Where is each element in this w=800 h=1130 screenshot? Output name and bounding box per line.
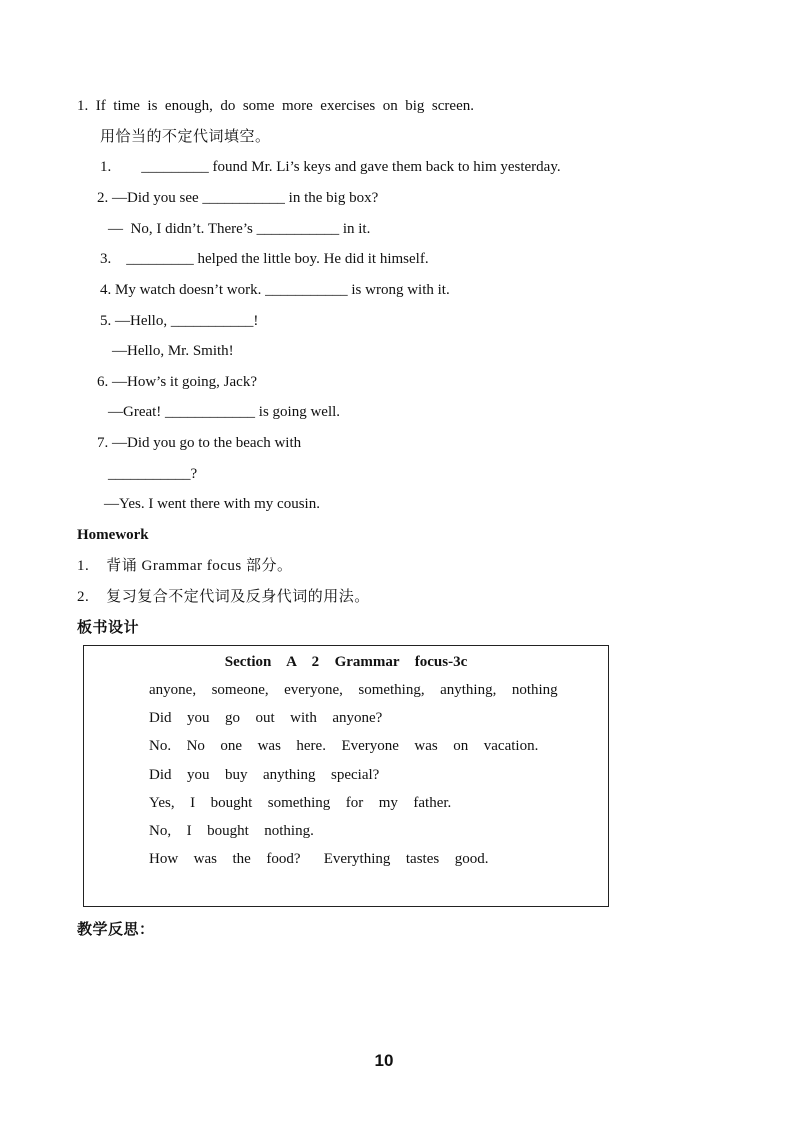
board-title: Section A 2 Grammar focus-3c [224, 654, 468, 670]
homework-item: 2. 复习复合不定代词及反身代词的用法。 [77, 589, 370, 605]
board-line: Yes, I bought something for my father. [149, 795, 452, 811]
exercise-item: 2. —Did you see ___________ in the big box? [97, 190, 379, 206]
exercise-item: 5. —Hello, ___________! [100, 313, 259, 329]
exercise-item: 1. _________ found Mr. Li’s keys and gave them back to him yesterday. [100, 159, 561, 175]
exercise-item: 4. My watch doesn’t work. ___________ is wrong with it. [100, 282, 450, 298]
board-design-box [83, 645, 609, 907]
board-line: How was the food? Everything tastes good. [149, 851, 489, 867]
exercise-item: 6. —How’s it going, Jack? [97, 374, 257, 390]
exercise-item: 7. —Did you go to the beach with [97, 435, 302, 451]
board-line: Did you buy anything special? [149, 767, 380, 783]
exercise-item: —Hello, Mr. Smith! [112, 343, 234, 359]
exercise-item: —Great! ____________ is going well. [108, 404, 341, 420]
board-heading: 板书设计 [77, 620, 140, 636]
exercise-item: — No, I didn’t. There’s ___________ in it. [108, 221, 371, 237]
homework-heading: Homework [77, 527, 149, 543]
exercise-item: 3. _________ helped the little boy. He did it himself. [100, 251, 429, 267]
exercise-item: ___________? [108, 466, 198, 482]
board-line: anyone, someone, everyone, something, anything, nothing [149, 682, 558, 698]
reflection-heading: 教学反思： [77, 922, 155, 938]
board-line: No, I bought nothing. [149, 823, 314, 839]
page-number: 10 [374, 1051, 394, 1070]
instruction-text: 用恰当的不定代词填空。 [100, 129, 271, 145]
board-line: No. No one was here. Everyone was on vacation. [149, 738, 539, 754]
intro-line: 1. If time is enough, do some more exercises on big screen. [77, 98, 474, 114]
exercise-item: —Yes. I went there with my cousin. [104, 496, 320, 512]
board-line: Did you go out with anyone? [149, 710, 383, 726]
homework-item: 1. 背诵 Grammar focus 部分。 [77, 558, 293, 574]
